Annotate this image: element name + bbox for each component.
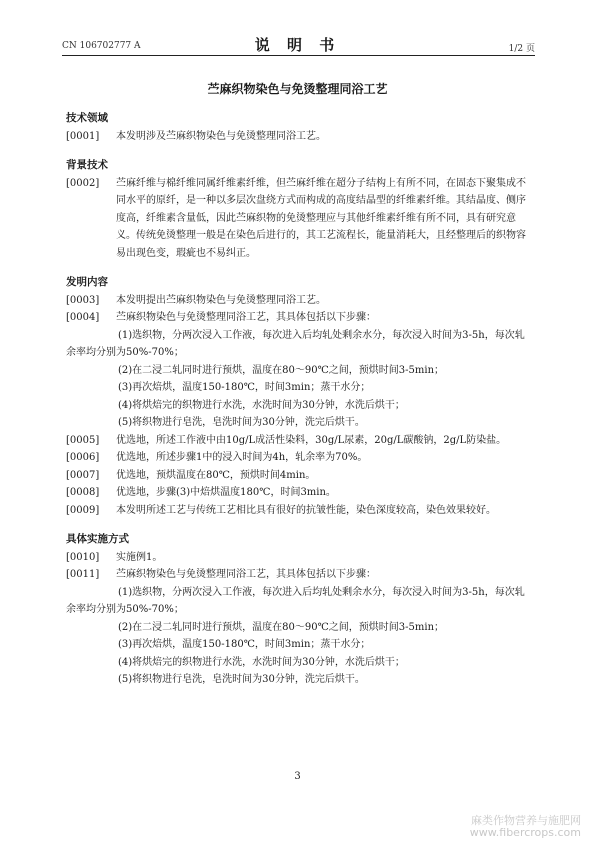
paragraph-text: 本发明提出苎麻织物染色与免烫整理同浴工艺。 — [116, 294, 326, 306]
header-title: 说 明 书 — [254, 36, 341, 54]
paragraph-text: 优选地，所述工作液中由10g/L成活性染料，30g/L尿素，20g/L碳酸钠，2g/L防染盐。 — [116, 434, 507, 446]
paragraph-text: 苎麻织物染色与免烫整理同浴工艺，其具体包括以下步骤： — [116, 569, 376, 580]
numbered-paragraph — [66, 484, 533, 502]
doc-number: CN 106702777 A — [62, 41, 141, 51]
section-heading: 技术领域 — [66, 112, 108, 124]
paragraph-number: [0008] — [66, 487, 100, 498]
paragraph-number: [0003] — [66, 294, 100, 306]
numbered-paragraph — [66, 502, 533, 520]
numbered-paragraph — [66, 467, 533, 485]
numbered-paragraph — [66, 128, 533, 146]
section-heading: 背景技术 — [66, 159, 108, 171]
paragraph-number: [0011] — [66, 569, 100, 580]
paragraph-number: [0004] — [66, 312, 100, 323]
step-item: (3)再次焙烘，温度150-180℃，时间3min；蒸干水分； — [118, 639, 371, 650]
paragraph-number: [0002] — [66, 177, 100, 189]
watermark-name: 麻类作物营养与施肥网 — [471, 814, 581, 827]
page-info: 1/2 页 — [508, 44, 535, 54]
paragraph-text: 优选地，所述步骤1中的浸入时间为4h，轧余率为70%。 — [116, 452, 368, 463]
paragraph-text: 实施例1。 — [116, 551, 163, 563]
paragraph-number: [0009] — [66, 504, 100, 516]
step-item: (4)将烘焙完的织物进行水洗，水洗时间为30分钟，水洗后烘干； — [118, 656, 405, 668]
numbered-paragraph — [66, 566, 533, 584]
page-number: 3 — [294, 771, 301, 782]
numbered-paragraph — [66, 449, 533, 467]
step-item: (2)在二浸二轧同时进行预烘，温度在80～90℃之间，预烘时间3-5min； — [118, 364, 445, 376]
paragraph-text: 优选地，预烘温度在80℃，预烘时间4min。 — [116, 469, 316, 481]
numbered-paragraph — [66, 292, 533, 310]
header-divider — [62, 55, 535, 56]
numbered-paragraph — [66, 432, 533, 450]
paragraph-text: 优选地，步骤(3)中焙烘温度180℃，时间3min。 — [116, 487, 336, 498]
document-title: 苎麻织物染色与免烫整理同浴工艺 — [207, 82, 388, 96]
numbered-paragraph — [66, 309, 533, 327]
numbered-paragraph — [66, 549, 533, 567]
paragraph-number: [0010] — [66, 551, 100, 563]
paragraph-number: [0001] — [66, 130, 100, 142]
paragraph-text: 本发明涉及苎麻织物染色与免烫整理同浴工艺。 — [116, 130, 326, 142]
step-item: (2)在二浸二轧同时进行预烘，温度在80～90℃之间，预烘时间3-5min； — [118, 621, 445, 633]
step-item: (1)选织物，分两次浸入工作液，每次进入后均轧处剩余水分，每次浸入时间为3-5h，每次轧余率均分别为50%-70%； — [66, 586, 525, 615]
paragraph-number: [0005] — [66, 434, 100, 446]
paragraph-text: 苎麻织物染色与免烫整理同浴工艺，其具体包括以下步骤： — [116, 312, 376, 323]
step-item: (5)将织物进行皂洗，皂洗时间为30分钟，洗完后烘干。 — [118, 674, 365, 685]
paragraph-text: 苎麻纤维与棉纤维同属纤维素纤维，但苎麻纤维在超分子结构上有所不同，在固态下聚集成不同水平的原纤，是一种以多层次盘绕方式而构成的高度结晶型的纤维素纤维。其结晶度、侧序度高，纤维素含量低，因此苎麻织物的免烫整理应与其他纤维素纤维有所不同，具有研究意义。传统免烫整理一般是在染色后进行的，其工艺流程长，能量消耗大，且经整理后的织物容易出现色变，瑕疵也不易纠正。 — [116, 177, 526, 259]
paragraph-number: [0007] — [66, 469, 100, 481]
step-item: (3)再次焙烘，温度150-180℃，时间3min；蒸干水分； — [118, 382, 371, 393]
step-item: (5)将织物进行皂洗，皂洗时间为30分钟，洗完后烘干。 — [118, 417, 365, 428]
numbered-paragraph — [66, 175, 533, 263]
section-heading: 发明内容 — [66, 276, 108, 288]
watermark-url: www.fibercrops.com — [469, 826, 581, 839]
step-item: (1)选织物，分两次浸入工作液，每次进入后均轧处剩余水分，每次浸入时间为3-5h，每次轧余率均分别为50%-70%； — [66, 329, 525, 358]
paragraph-text: 本发明所述工艺与传统工艺相比具有很好的抗皱性能，染色深度较高，染色效果较好。 — [116, 504, 496, 516]
section-heading: 具体实施方式 — [66, 533, 129, 545]
paragraph-number: [0006] — [66, 452, 100, 463]
document-body — [66, 110, 533, 689]
step-item: (4)将烘焙完的织物进行水洗，水洗时间为30分钟，水洗后烘干； — [118, 399, 405, 411]
